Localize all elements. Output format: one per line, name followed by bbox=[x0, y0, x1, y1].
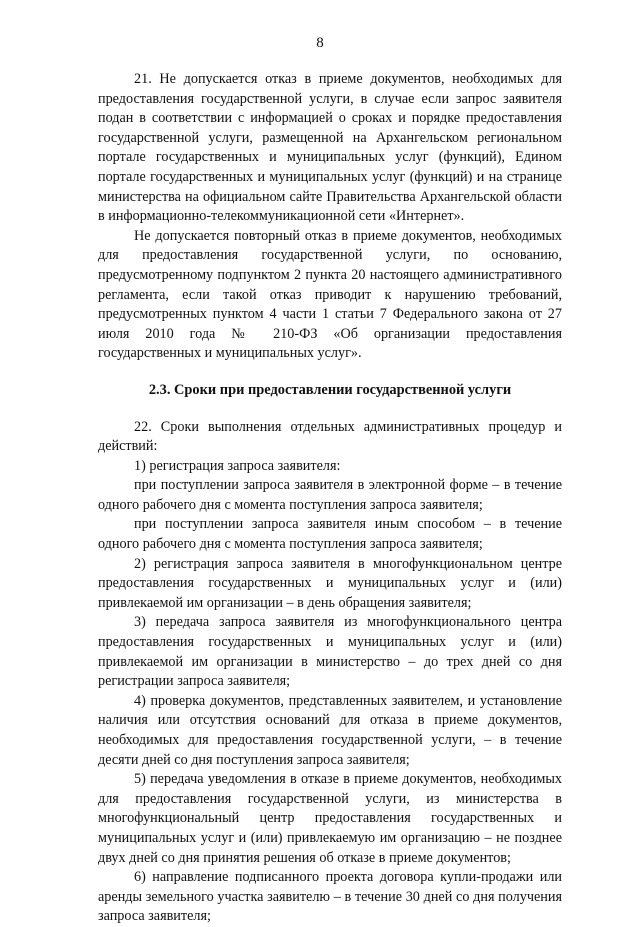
section-heading: 2.3. Сроки при предоставлении государственной услуги bbox=[148, 381, 512, 398]
list-item-5: 5) передача уведомления в отказе в приеме документов, необходимых для предоставления государственной услуги, из министерства в многофункциональный центр предоставления государственных и муниципальных услуг и (или) привлекаемую им организацию – не позднее двух дней со дня принятия решения об отказе в приеме документов; bbox=[98, 771, 562, 866]
list-item-4: 4) проверка документов, представленных заявителем, и установление наличия или отсутствия оснований для отказа в приеме документов, необходимых для предоставления государственной услуги, – в течение десяти дней со дня поступления запроса заявителя; bbox=[98, 692, 562, 768]
paragraph-repeat-refusal: Не допускается повторный отказ в приеме документов, необходимых для предоставления государственной услуги, по основанию, предусмотренному подпунктом 2 пункта 20 настоящего административного регламента, если такой отказ приводит к нарушению требований, предусмотренных пунктом 4 части 1 статьи 7 Федерального закона от 27 июля 2010 года № 210-ФЗ «Об организации предоставления государственных и муниципальных услуг». bbox=[98, 227, 562, 362]
page-number: 8 bbox=[316, 35, 324, 51]
paragraph-22: 22. Сроки выполнения отдельных административных процедур и действий: bbox=[98, 418, 562, 455]
list-item-6: 6) направление подписанного проекта договора купли-продажи или аренды земельного участка заявителю – в течение 30 дней со дня получения запроса заявителя; bbox=[98, 869, 562, 925]
paragraph-21: 21. Не допускается отказ в приеме документов, необходимых для предоставления государственной услуги, в случае если запрос заявителя подан в соответствии с информацией о сроках и порядке предоставления государственной услуги, размещенной на Архангельском региональном портале государственных и муниципальных услуг (функций), Едином портале государственных и муниципальных услуг (функций) и на странице министерства на официальном сайте Правительства Архангельской области в информационно-телекоммуникационной сети «Интернет». bbox=[98, 71, 562, 225]
list-item-2: 2) регистрация запроса заявителя в многофункциональном центре предоставления государственных и муниципальных услуг и (или) привлекаемой им организации – в день обращения заявителя; bbox=[98, 555, 562, 611]
list-item-1: 1) регистрация запроса заявителя: bbox=[134, 457, 341, 474]
list-item-1-electronic: при поступлении запроса заявителя в электронной форме – в течение одного рабочего дня с момента поступления запроса заявителя; bbox=[98, 477, 562, 513]
document-body bbox=[98, 70, 562, 927]
list-item-3: 3) передача запроса заявителя из многофункционального центра предоставления государственных и муниципальных услуг и (или) привлекаемой им организации в министерство – до трех дней со дня регистрации запроса заявителя; bbox=[98, 614, 562, 690]
list-item-1-other: при поступлении запроса заявителя иным способом – в течение одного рабочего дня с момента поступления запроса заявителя; bbox=[98, 516, 562, 553]
